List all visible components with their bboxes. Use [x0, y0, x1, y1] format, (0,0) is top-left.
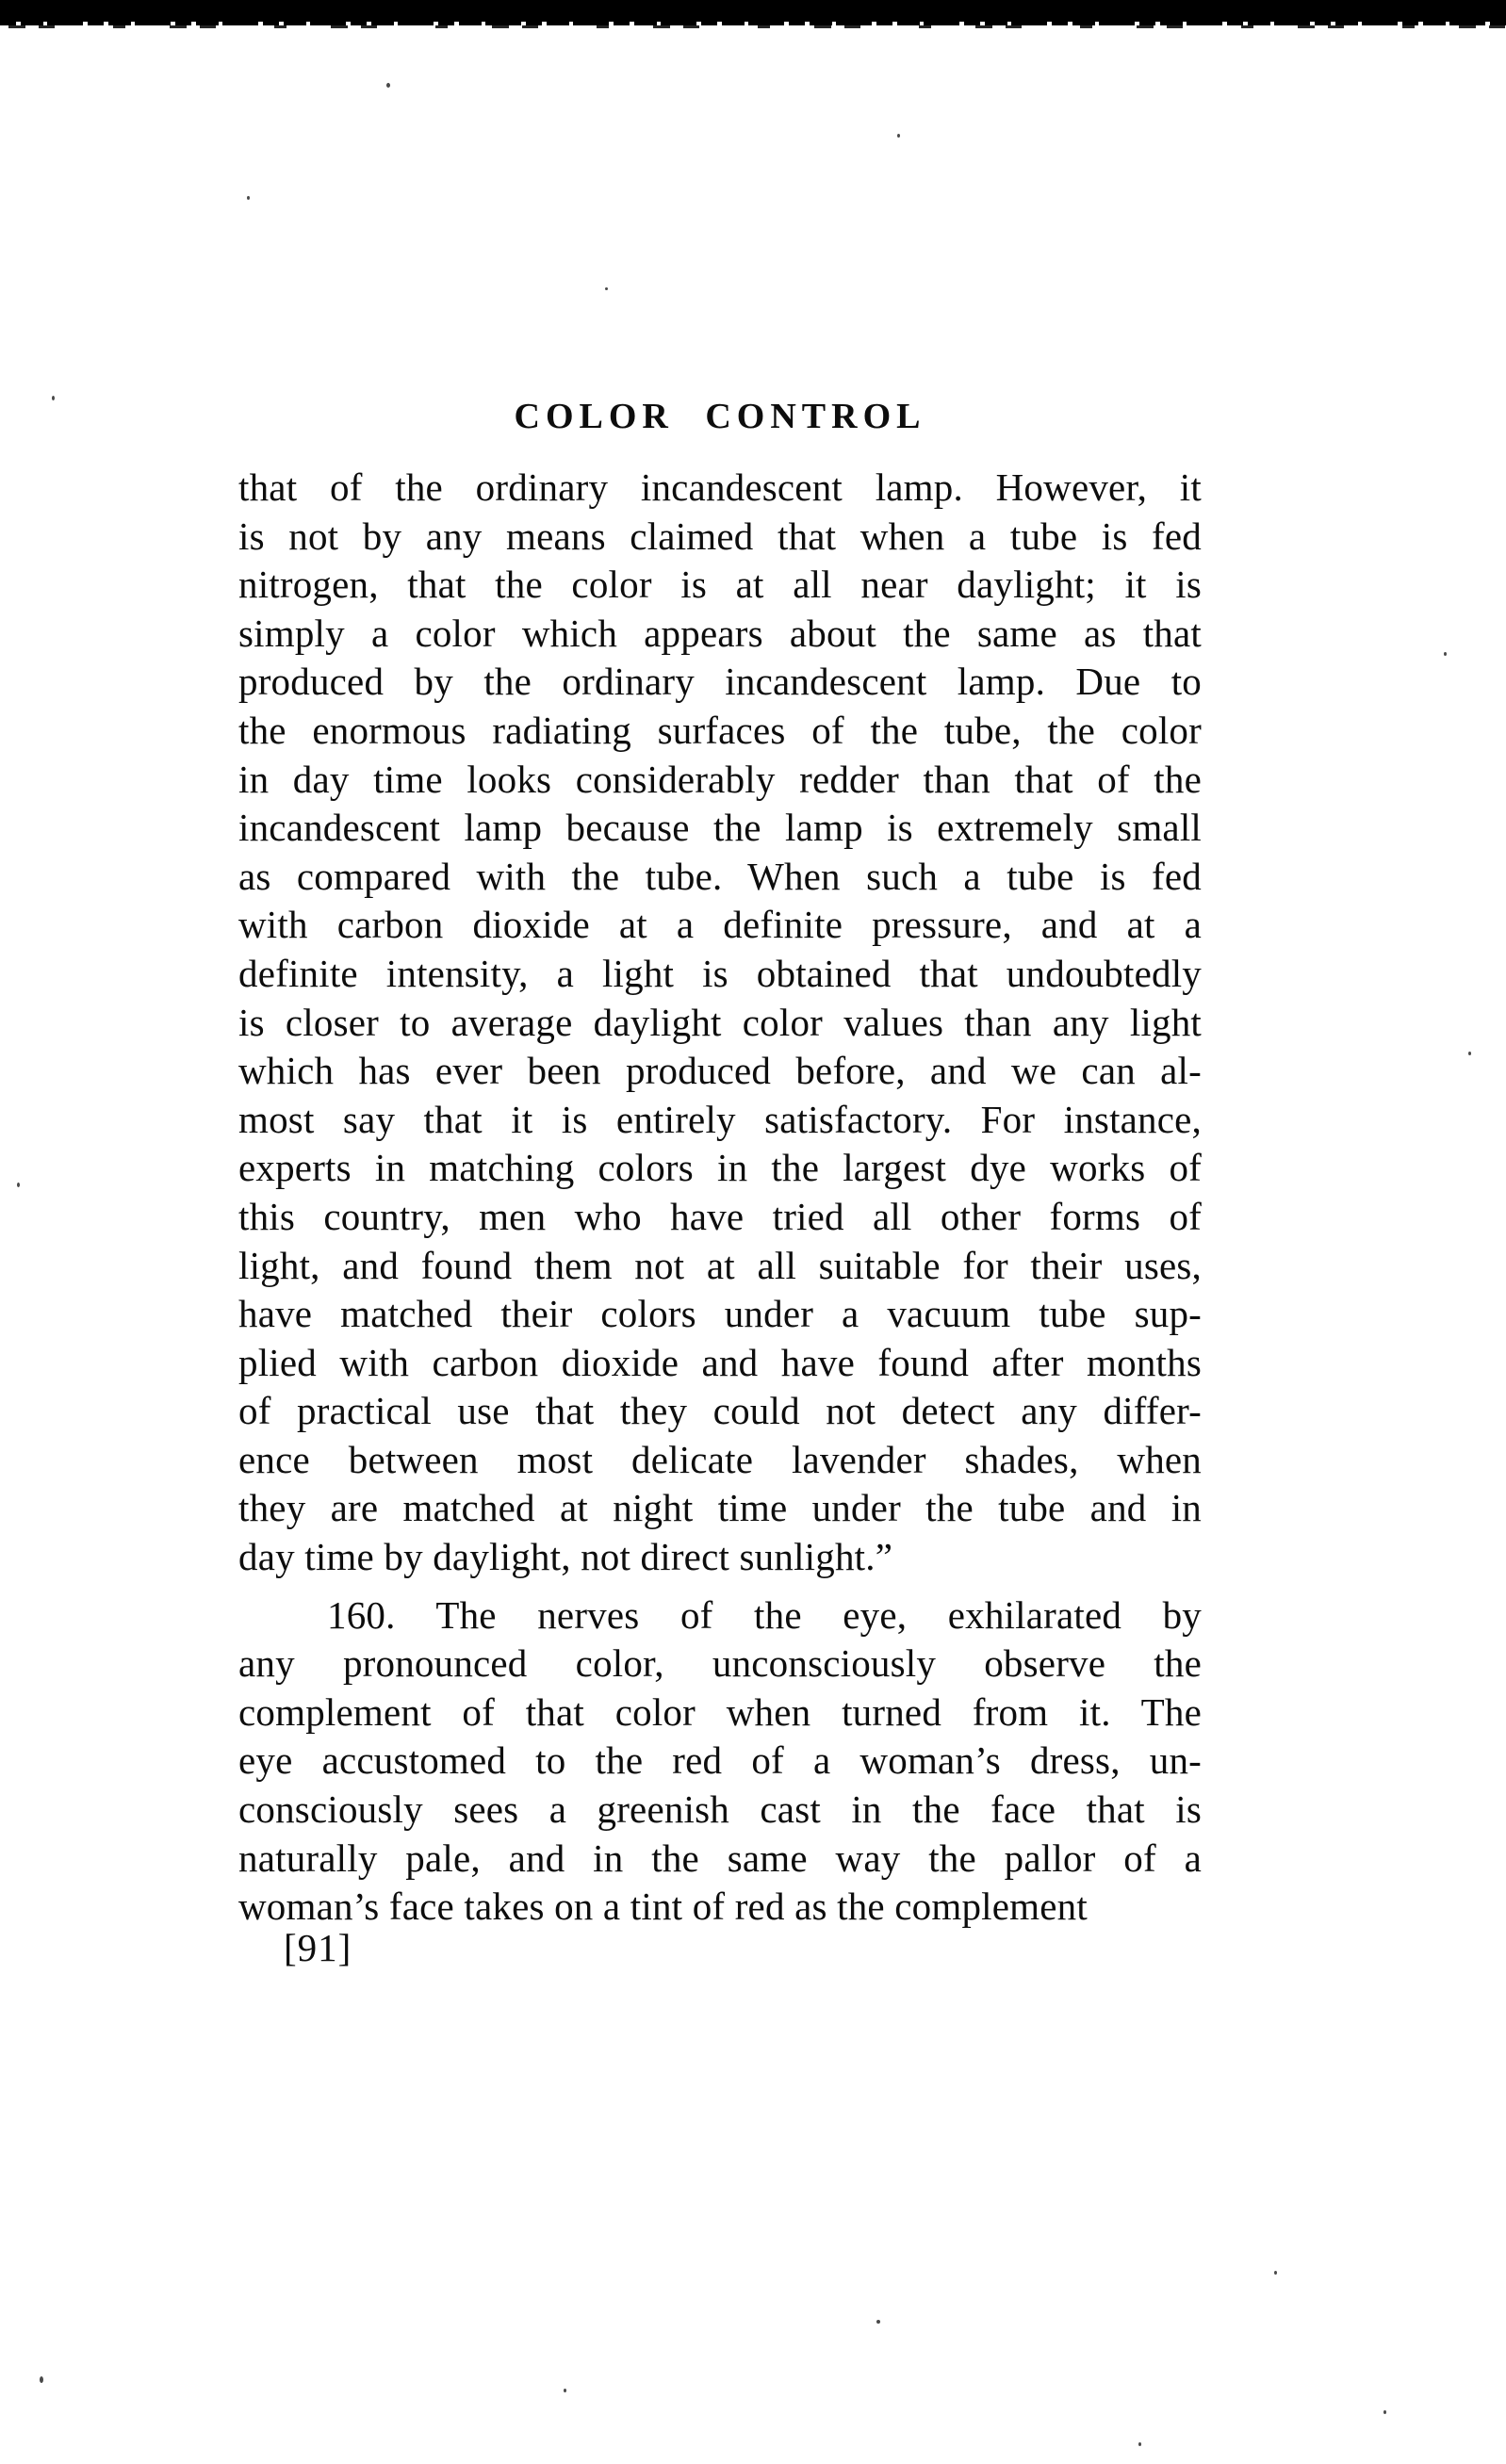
scan-edge-artifact — [0, 0, 1506, 22]
text-line: is closer to average daylight color values than any light — [238, 1000, 1202, 1044]
scan-speck — [17, 1183, 20, 1187]
text-line: they are matched at night time under the tube and in — [238, 1486, 1202, 1530]
text-line: eye accustomed to the red of a woman’s dress, un- — [238, 1738, 1202, 1783]
scan-speck — [1444, 652, 1447, 656]
text-line: have matched their colors under a vacuum tube sup- — [238, 1292, 1202, 1336]
text-line: produced by the ordinary incandescent lamp. Due to — [238, 660, 1202, 704]
page-number: [91] — [284, 1926, 352, 1969]
paragraph-continuation — [238, 464, 1202, 1582]
text-line: definite intensity, a light is obtained that undoubtedly — [238, 951, 1202, 995]
text-line: experts in matching colors in the largest dye works of — [238, 1146, 1202, 1190]
scan-speck — [247, 196, 250, 200]
text-line: this country, men who have tried all other forms of — [238, 1194, 1202, 1238]
text-line: plied with carbon dioxide and have found after months — [238, 1340, 1202, 1384]
scan-speck — [1138, 2442, 1141, 2446]
text-line: as compared with the tube. When such a tube is fed — [238, 854, 1202, 898]
paragraph-160 — [238, 1591, 1202, 1932]
text-line: day time by daylight, not direct sunlight.” — [238, 1535, 893, 1579]
scan-speck — [1274, 2271, 1277, 2275]
scan-speck — [605, 287, 608, 290]
text-line: nitrogen, that the color is at all near daylight; it is — [238, 563, 1202, 607]
scan-speck — [52, 396, 55, 400]
text-line: simply a color which appears about the same as that — [238, 611, 1202, 655]
text-line: complement of that color when turned from it. The — [238, 1689, 1202, 1734]
text-line: light, and found them not at all suitable for their uses, — [238, 1243, 1202, 1287]
text-line: the enormous radiating surfaces of the tube, the color — [238, 708, 1202, 752]
scan-speck — [876, 2320, 880, 2324]
text-line: with carbon dioxide at a definite pressure, and at a — [238, 903, 1202, 947]
text-line: which has ever been produced before, and we can al- — [238, 1049, 1202, 1093]
scan-speck — [897, 134, 900, 138]
text-line: woman’s face takes on a tint of red as the complement — [238, 1885, 1088, 1929]
text-line: any pronounced color, unconsciously observe the — [238, 1641, 1202, 1686]
text-line: is not by any means claimed that when a tube is fed — [238, 514, 1202, 558]
scan-speck — [40, 2376, 43, 2383]
text-line: in day time looks considerably redder than that of the — [238, 757, 1202, 801]
text-line: consciously sees a greenish cast in the face that is — [238, 1787, 1202, 1832]
scan-speck — [1383, 2410, 1386, 2414]
text-line: that of the ordinary incandescent lamp. However, it — [238, 465, 1202, 509]
text-line: 160. The nerves of the eye, exhilarated by — [327, 1592, 1202, 1637]
text-line: of practical use that they could not detect any differ- — [238, 1389, 1202, 1433]
scan-speck — [564, 2389, 566, 2392]
page-title: COLOR CONTROL — [514, 397, 926, 436]
body-text — [238, 464, 1202, 1932]
scan-speck — [386, 83, 390, 88]
text-line: ence between most delicate lavender shades, when — [238, 1437, 1202, 1481]
text-line: naturally pale, and in the same way the pallor of a — [238, 1836, 1202, 1880]
text-line: incandescent lamp because the lamp is extremely small — [238, 806, 1202, 850]
text-line: most say that it is entirely satisfactory. For instance, — [238, 1097, 1202, 1141]
scan-speck — [1468, 1052, 1471, 1055]
